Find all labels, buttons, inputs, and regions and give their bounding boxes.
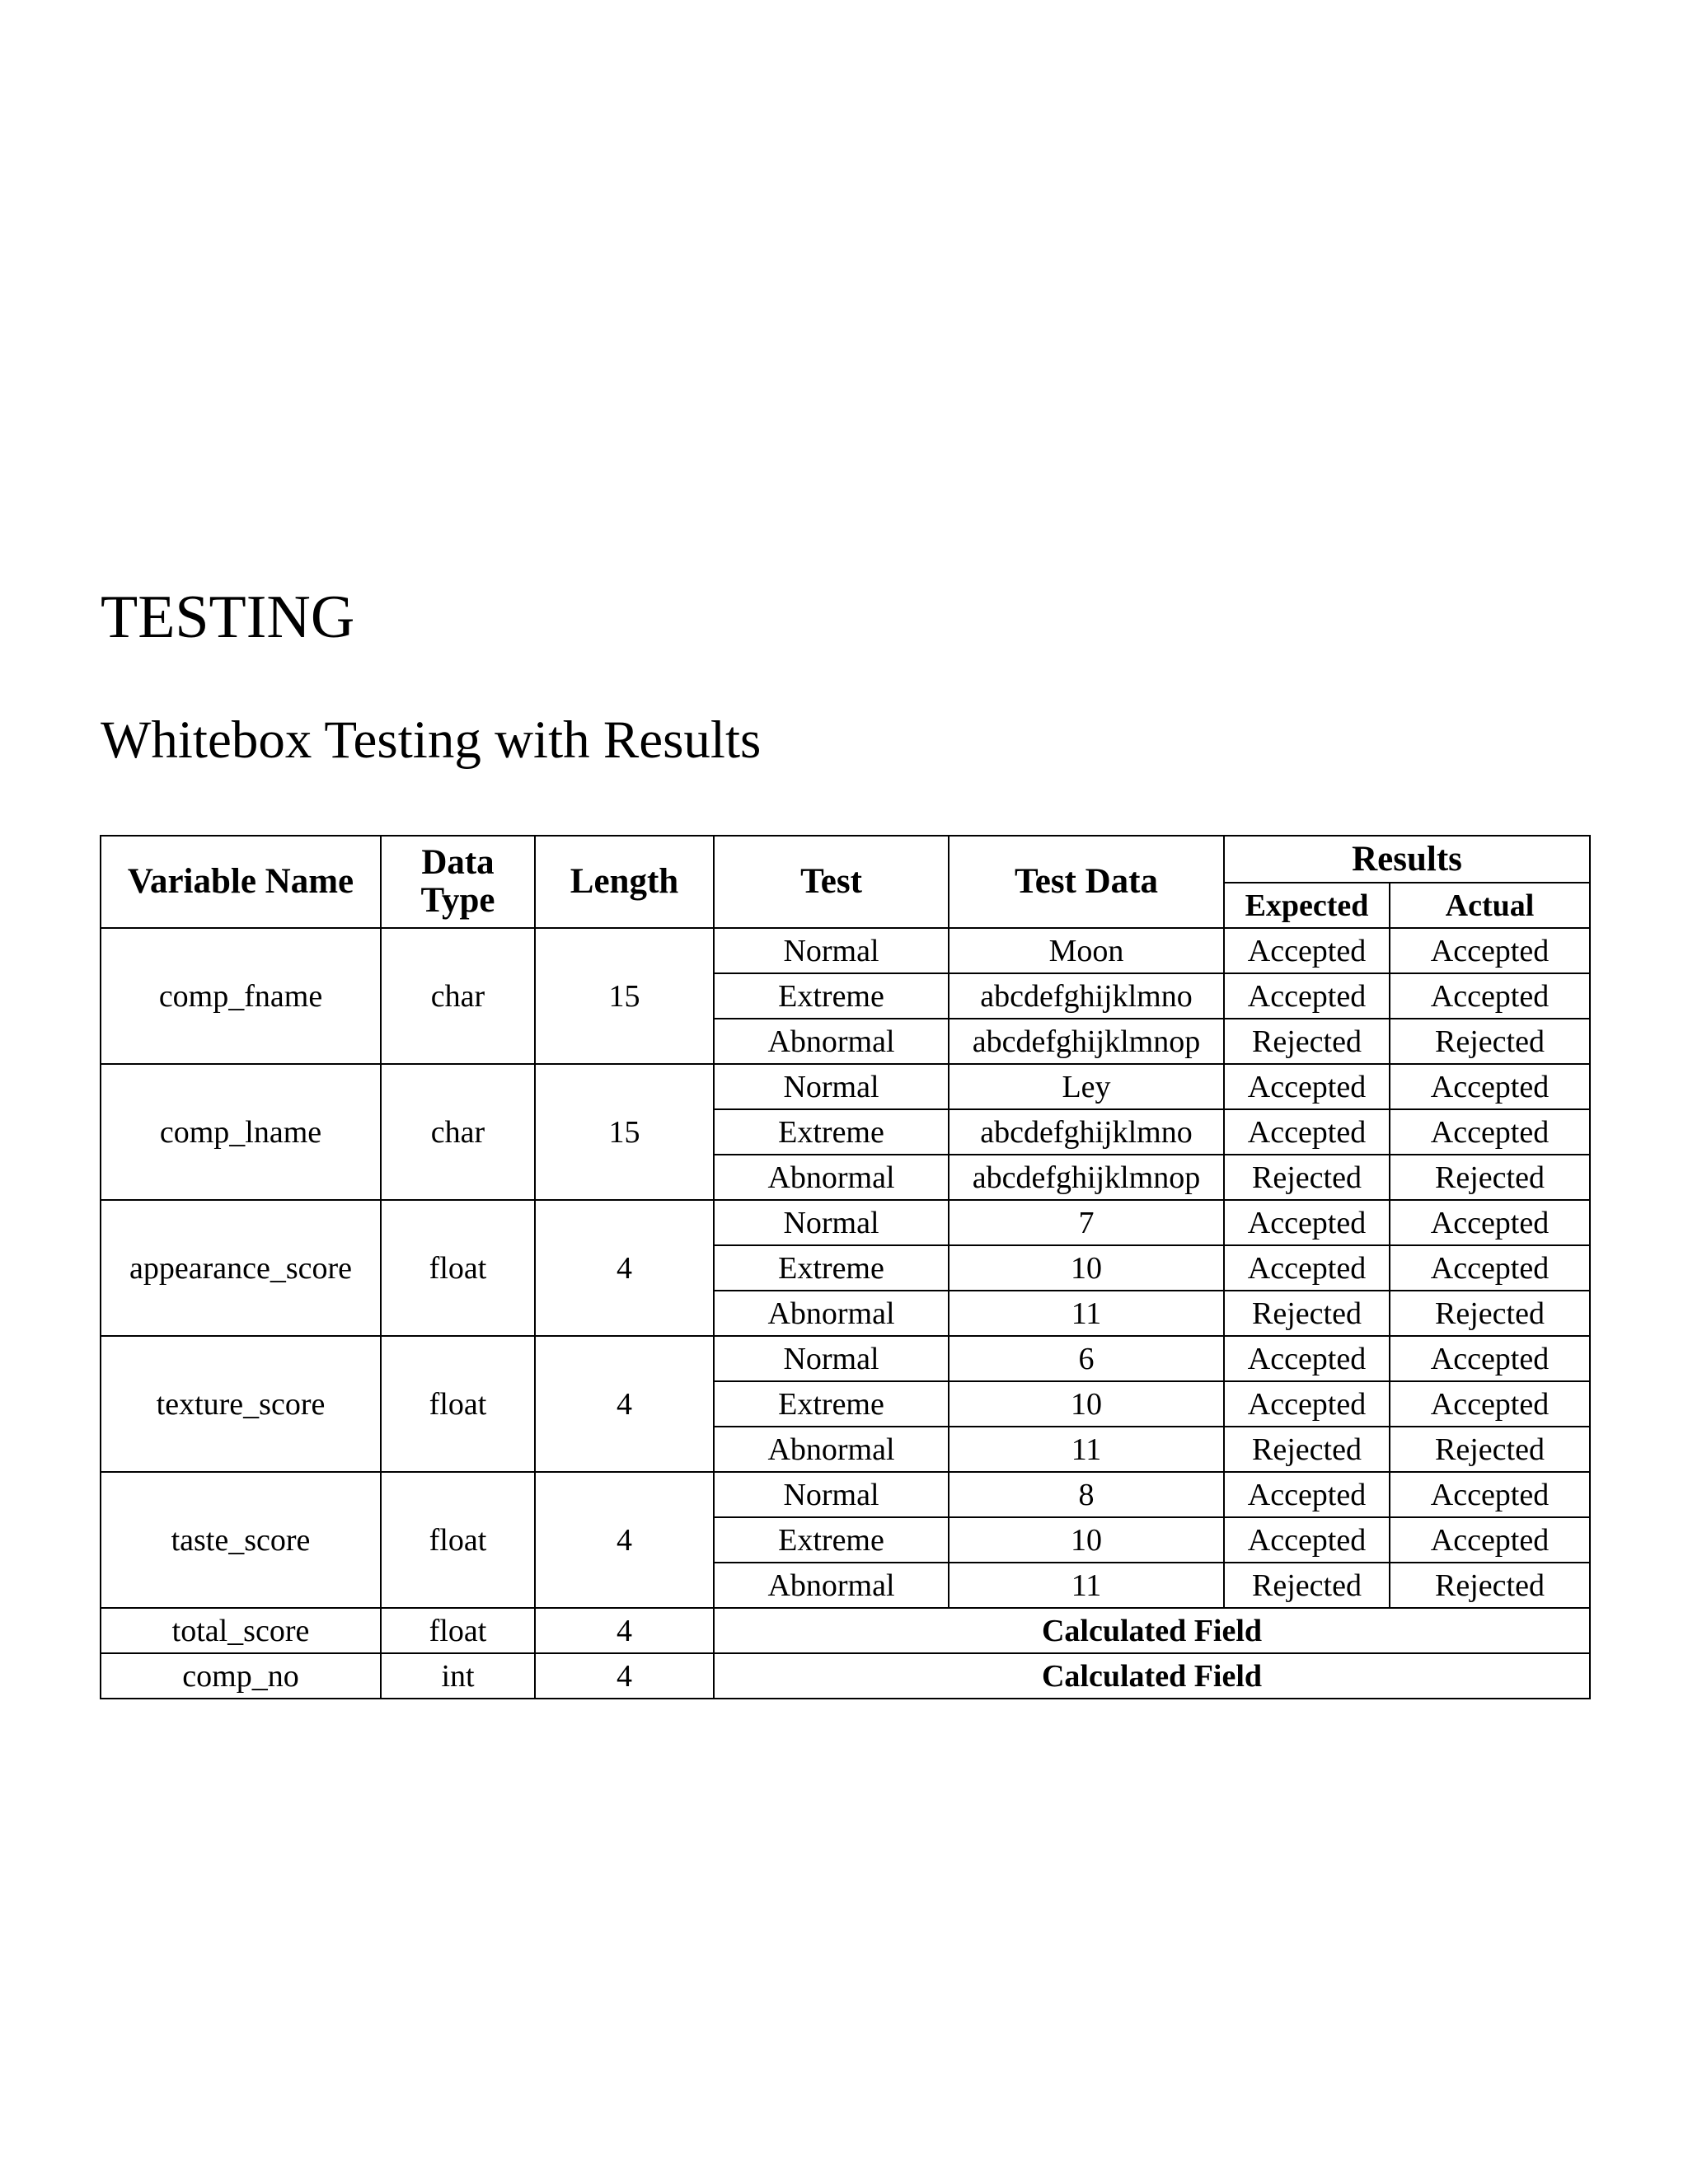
expected-cell: Accepted xyxy=(1224,1517,1390,1563)
data-type-cell: float xyxy=(381,1608,535,1653)
expected-cell: Rejected xyxy=(1224,1291,1390,1336)
header-results: Results xyxy=(1224,836,1590,883)
test-cell: Normal xyxy=(714,1200,949,1245)
variable-name-cell: total_score xyxy=(101,1608,381,1653)
actual-cell: Accepted xyxy=(1390,1381,1590,1427)
test-cell: Extreme xyxy=(714,1381,949,1427)
expected-cell: Rejected xyxy=(1224,1155,1390,1200)
test-data-cell: Moon xyxy=(949,928,1224,973)
table-header xyxy=(101,836,1590,928)
variable-name-cell: taste_score xyxy=(101,1472,381,1608)
test-cell: Normal xyxy=(714,1336,949,1381)
variable-name-cell: comp_lname xyxy=(101,1064,381,1200)
table-row xyxy=(101,1200,1590,1245)
expected-cell: Accepted xyxy=(1224,973,1390,1019)
actual-cell: Accepted xyxy=(1390,1064,1590,1109)
actual-cell: Rejected xyxy=(1390,1019,1590,1064)
table-row xyxy=(101,1653,1590,1699)
test-cell: Abnormal xyxy=(714,1563,949,1608)
test-data-cell: 7 xyxy=(949,1200,1224,1245)
length-cell: 4 xyxy=(535,1608,714,1653)
test-data-cell: 10 xyxy=(949,1517,1224,1563)
header-test: Test xyxy=(714,836,949,928)
test-data-cell: 11 xyxy=(949,1563,1224,1608)
expected-cell: Rejected xyxy=(1224,1427,1390,1472)
length-cell: 4 xyxy=(535,1472,714,1608)
variable-name-cell: comp_no xyxy=(101,1653,381,1699)
table-row xyxy=(101,1064,1590,1109)
calculated-field-cell: Calculated Field xyxy=(714,1653,1590,1699)
expected-cell: Accepted xyxy=(1224,1245,1390,1291)
table-row xyxy=(101,1472,1590,1517)
actual-cell: Rejected xyxy=(1390,1427,1590,1472)
test-cell: Abnormal xyxy=(714,1019,949,1064)
actual-cell: Accepted xyxy=(1390,1472,1590,1517)
actual-cell: Accepted xyxy=(1390,1200,1590,1245)
data-type-cell: float xyxy=(381,1472,535,1608)
length-cell: 4 xyxy=(535,1653,714,1699)
expected-cell: Accepted xyxy=(1224,1200,1390,1245)
test-cell: Extreme xyxy=(714,1517,949,1563)
test-cell: Normal xyxy=(714,928,949,973)
variable-name-cell: texture_score xyxy=(101,1336,381,1472)
header-test-data: Test Data xyxy=(949,836,1224,928)
expected-cell: Accepted xyxy=(1224,1472,1390,1517)
test-cell: Abnormal xyxy=(714,1155,949,1200)
table-row xyxy=(101,928,1590,973)
data-type-cell: char xyxy=(381,928,535,1064)
test-data-cell: 10 xyxy=(949,1245,1224,1291)
page-title: TESTING xyxy=(101,583,355,651)
test-data-cell: Ley xyxy=(949,1064,1224,1109)
actual-cell: Accepted xyxy=(1390,1109,1590,1155)
actual-cell: Rejected xyxy=(1390,1155,1590,1200)
calculated-field-cell: Calculated Field xyxy=(714,1608,1590,1653)
test-data-cell: abcdefghijklmnop xyxy=(949,1019,1224,1064)
test-data-cell: 8 xyxy=(949,1472,1224,1517)
header-variable-name: Variable Name xyxy=(101,836,381,928)
test-data-cell: abcdefghijklmno xyxy=(949,1109,1224,1155)
variable-name-cell: comp_fname xyxy=(101,928,381,1064)
whitebox-testing-table xyxy=(100,835,1591,1699)
test-data-cell: 11 xyxy=(949,1427,1224,1472)
actual-cell: Rejected xyxy=(1390,1563,1590,1608)
test-data-cell: 10 xyxy=(949,1381,1224,1427)
expected-cell: Accepted xyxy=(1224,1381,1390,1427)
actual-cell: Rejected xyxy=(1390,1291,1590,1336)
expected-cell: Rejected xyxy=(1224,1563,1390,1608)
test-cell: Normal xyxy=(714,1472,949,1517)
table-body xyxy=(101,928,1590,1699)
actual-cell: Accepted xyxy=(1390,1517,1590,1563)
header-actual: Actual xyxy=(1390,883,1590,928)
test-data-cell: abcdefghijklmno xyxy=(949,973,1224,1019)
expected-cell: Accepted xyxy=(1224,1064,1390,1109)
test-cell: Abnormal xyxy=(714,1291,949,1336)
test-data-cell: 11 xyxy=(949,1291,1224,1336)
header-length: Length xyxy=(535,836,714,928)
data-type-cell: float xyxy=(381,1200,535,1336)
actual-cell: Accepted xyxy=(1390,928,1590,973)
test-cell: Extreme xyxy=(714,973,949,1019)
test-data-cell: abcdefghijklmnop xyxy=(949,1155,1224,1200)
expected-cell: Rejected xyxy=(1224,1019,1390,1064)
test-cell: Extreme xyxy=(714,1109,949,1155)
length-cell: 15 xyxy=(535,1064,714,1200)
actual-cell: Accepted xyxy=(1390,1245,1590,1291)
section-title: Whitebox Testing with Results xyxy=(101,710,762,770)
actual-cell: Accepted xyxy=(1390,1336,1590,1381)
header-expected: Expected xyxy=(1224,883,1390,928)
variable-name-cell: appearance_score xyxy=(101,1200,381,1336)
test-cell: Extreme xyxy=(714,1245,949,1291)
test-cell: Normal xyxy=(714,1064,949,1109)
data-type-cell: char xyxy=(381,1064,535,1200)
length-cell: 4 xyxy=(535,1336,714,1472)
table-row xyxy=(101,1336,1590,1381)
length-cell: 15 xyxy=(535,928,714,1064)
header-data-type: Data Type xyxy=(381,836,535,928)
expected-cell: Accepted xyxy=(1224,1336,1390,1381)
actual-cell: Accepted xyxy=(1390,973,1590,1019)
test-data-cell: 6 xyxy=(949,1336,1224,1381)
table-row xyxy=(101,1608,1590,1653)
expected-cell: Accepted xyxy=(1224,928,1390,973)
test-cell: Abnormal xyxy=(714,1427,949,1472)
data-type-cell: int xyxy=(381,1653,535,1699)
expected-cell: Accepted xyxy=(1224,1109,1390,1155)
data-type-cell: float xyxy=(381,1336,535,1472)
length-cell: 4 xyxy=(535,1200,714,1336)
